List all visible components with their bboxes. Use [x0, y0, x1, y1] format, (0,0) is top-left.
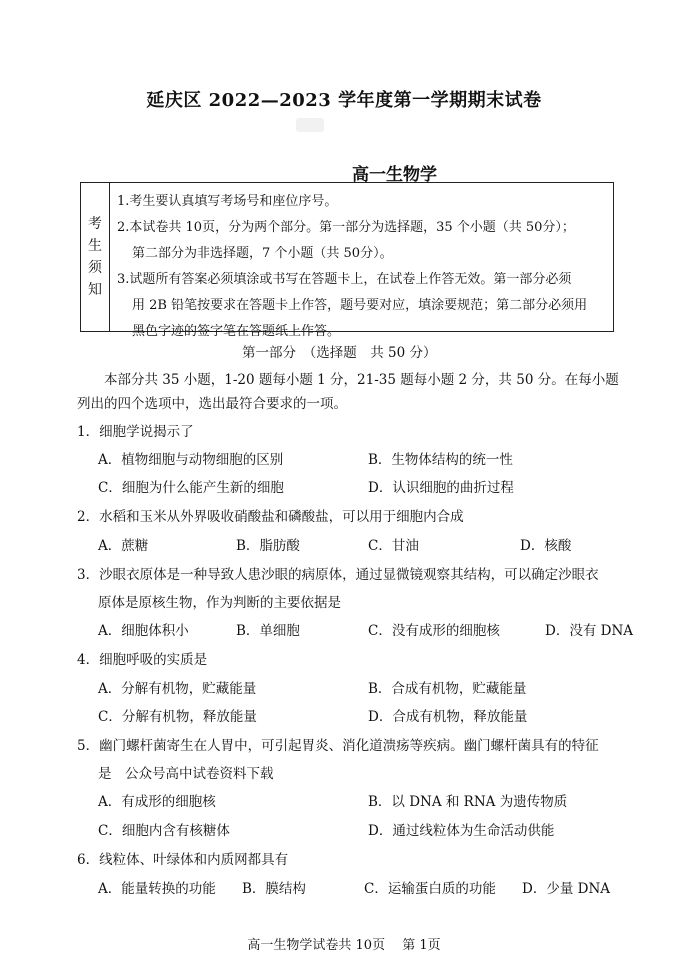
notice-line: 黑色字迹的签字笔在答题纸上作答。 [132, 324, 341, 339]
answer-option: C．细胞内含有核糖体 [98, 823, 230, 839]
answer-option: B．膜结构 [242, 881, 306, 897]
question-stem: 6．线粒体、叶绿体和内质网都具有 [77, 852, 289, 868]
question-stem: 5．幽门螺杆菌寄生在人胃中，可引起胃炎、消化道溃疡等疾病。幽门螺杆菌具有的特征 [77, 738, 599, 754]
answer-option: D．没有 DNA [545, 623, 634, 639]
answer-option: D．认识细胞的曲折过程 [368, 480, 514, 496]
question-stem: 2．水稻和玉米从外界吸收硝酸盐和磷酸盐，可以用于细胞内合成 [77, 509, 464, 525]
question-stem: 原体是原核生物，作为判断的主要依据是 [98, 595, 341, 611]
notice-label-char: 须 [88, 260, 102, 276]
answer-option: A．能量转换的功能 [98, 881, 216, 897]
notice-label-column [81, 183, 110, 331]
notice-line: 第二部分为非选择题，7 个小题（共 50分）。 [132, 246, 393, 261]
notice-line: 3.试题所有答案必须填涂或书写在答题卡上，在试卷上作答无效。第一部分必须 [117, 272, 572, 287]
exam-title: 延庆区 2022—2023 学年度第一学期期末试卷 [146, 90, 542, 111]
answer-option: C．没有成形的细胞核 [368, 623, 500, 639]
answer-option: C．分解有机物，释放能量 [98, 709, 257, 725]
question-stem: 是 公众号高中试卷资料下载 [98, 766, 274, 782]
part1-intro: 列出的四个选项中，选出最符合要求的一项。 [77, 396, 347, 412]
notice-label-char: 考 [88, 216, 102, 232]
answer-option: D．通过线粒体为生命活动供能 [368, 823, 555, 839]
subject-title: 高一生物学 [352, 165, 437, 185]
answer-option: A．植物细胞与动物细胞的区别 [98, 452, 284, 468]
question-stem: 4．细胞呼吸的实质是 [77, 652, 208, 668]
part1-intro: 本部分共 35 小题，1-20 题每小题 1 分，21-35 题每小题 2 分，共 50 分。在每小题 [104, 372, 619, 388]
answer-option: A．有成形的细胞核 [98, 794, 216, 810]
notice-label-char: 知 [88, 282, 102, 298]
answer-option: B．脂肪酸 [236, 538, 300, 554]
answer-option: C．运输蛋白质的功能 [364, 881, 496, 897]
answer-option: C．甘油 [368, 538, 419, 554]
part1-heading: 第一部分 （选择题 共 50 分） [242, 345, 437, 361]
notice-box [80, 182, 614, 339]
answer-option: B．合成有机物，贮藏能量 [368, 681, 527, 697]
scan-smudge [296, 118, 324, 132]
notice-text [117, 189, 611, 345]
answer-option: B．单细胞 [236, 623, 300, 639]
answer-option: A．分解有机物，贮藏能量 [98, 681, 257, 697]
answer-option: C．细胞为什么能产生新的细胞 [98, 480, 284, 496]
question-stem: 1．细胞学说揭示了 [77, 424, 194, 440]
question-stem: 3．沙眼衣原体是一种导致人患沙眼的病原体，通过显微镜观察其结构，可以确定沙眼衣 [77, 567, 599, 583]
notice-line: 2.本试卷共 10页，分为两个部分。第一部分为选择题，35 个小题（共 50分）； [117, 220, 575, 235]
answer-option: D．合成有机物，释放能量 [368, 709, 528, 725]
notice-label-char: 生 [88, 238, 102, 254]
answer-option: B．生物体结构的统一性 [368, 452, 513, 468]
answer-option: D．核酸 [520, 538, 572, 554]
answer-option: B．以 DNA 和 RNA 为遗传物质 [368, 794, 568, 810]
notice-line: 用 2B 铅笔按要求在答题卡上作答，题号要对应，填涂要规范；第二部分必须用 [132, 298, 588, 313]
answer-option: A．细胞体积小 [98, 623, 189, 639]
notice-line: 1.考生要认真填写考场号和座位序号。 [117, 194, 338, 209]
page-footer: 高一生物学试卷共 10页 第 1页 [247, 938, 441, 953]
answer-option: D．少量 DNA [522, 881, 611, 897]
answer-option: A．蔗糖 [98, 538, 149, 554]
